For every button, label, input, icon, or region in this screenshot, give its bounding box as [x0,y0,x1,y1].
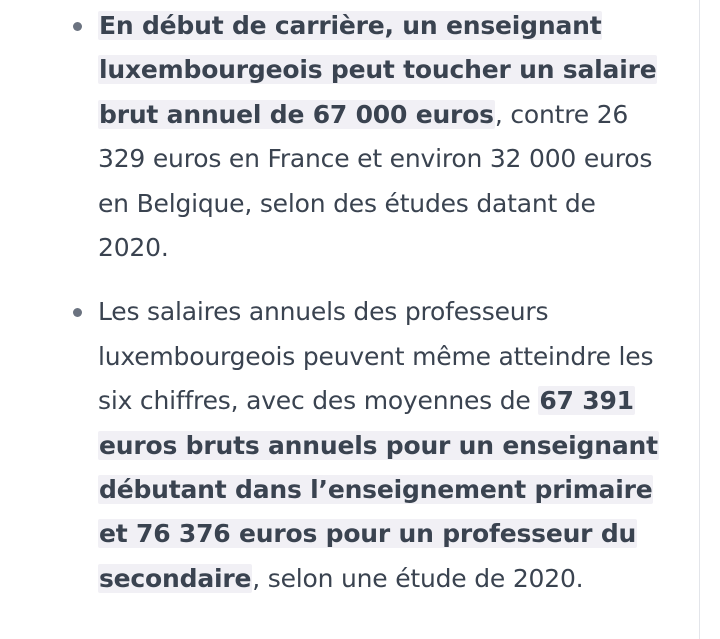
bullet-list [72,4,672,601]
body-text: , selon une étude de 2020. [252,563,584,593]
body-text: Les salaires annuels des professeurs luxembourgeois peuvent même atteindre les six chiffres, avec des moyennes de [98,297,654,416]
list-item [72,290,672,601]
bullet-dot-icon [73,308,82,317]
highlighted-text: En début de carrière, un enseignant luxembourgeois peut toucher un salaire brut annuel de 67 000 euros [99,11,657,129]
list-item [72,4,672,270]
highlighted-text: 67 391 euros bruts annuels pour un enseignant débutant dans l’enseignement primaire et 76 376 euros pour un professeur du secondaire [99,386,658,593]
bullet-dot-icon [73,22,82,31]
panel-edge [699,0,720,639]
body-text: , contre 26 329 euros en France et environ 32 000 euros en Belgique, selon des études datant de 2020. [98,99,653,263]
